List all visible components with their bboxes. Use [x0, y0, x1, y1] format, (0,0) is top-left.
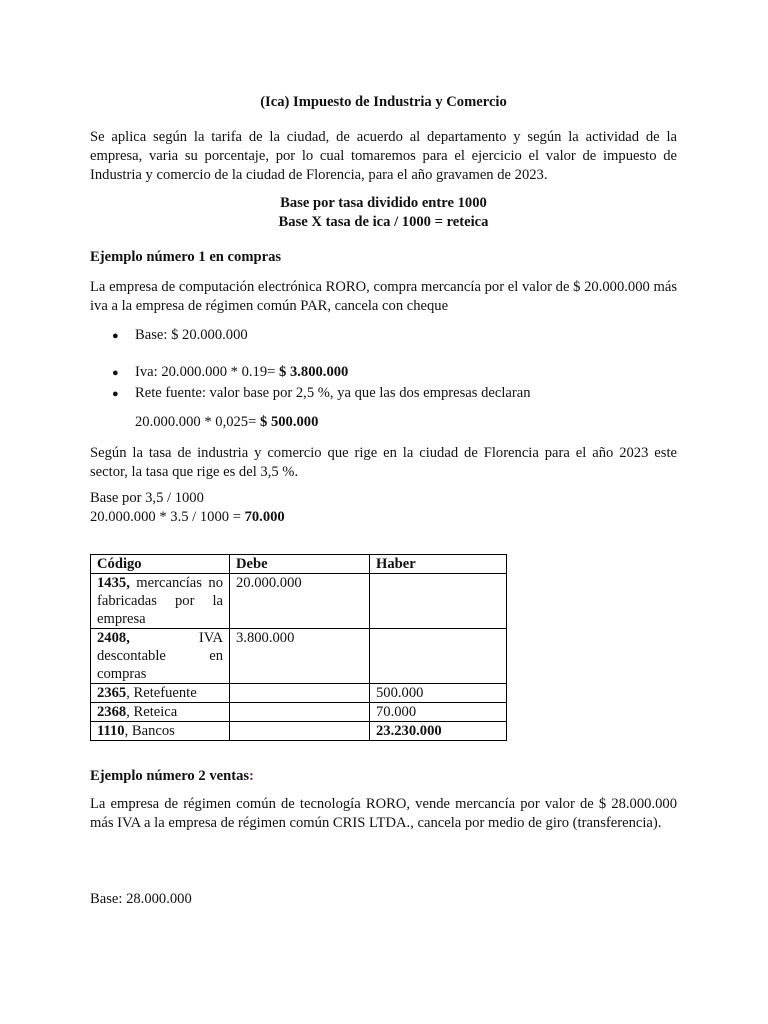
- row-haber-cell: 70.000: [370, 703, 507, 722]
- account-desc: mercancías no fabricadas por la empresa: [97, 575, 223, 627]
- row-haber-cell: [370, 629, 507, 684]
- cell-text: [97, 574, 223, 628]
- row-debe-cell: [230, 684, 370, 703]
- account-code: 2368: [97, 704, 127, 720]
- header-haber: Haber: [370, 555, 507, 574]
- example2-description: La empresa de régimen común de tecnología RORO, vende mercancía por valor de $ 28.000.000 más IVA a la empresa de régimen común CRIS LTDA., cancela por medio de giro (transferencia).: [90, 796, 677, 831]
- bullet-iva-text: Iva: 20.000.000 * 0.19=: [135, 364, 276, 380]
- table-row: [91, 574, 507, 629]
- row-haber-cell: [370, 574, 507, 629]
- table-row: [91, 722, 507, 741]
- bullet-rete-text: Rete fuente: valor base por 2,5 %, ya que las dos empresas declaran: [135, 385, 531, 401]
- ica-calculation: [90, 508, 285, 527]
- formula-line-1: Base por tasa dividido entre 1000: [280, 195, 487, 211]
- base-line: Base por 3,5 / 1000: [90, 490, 204, 506]
- header-debe: Debe: [230, 555, 370, 574]
- table-row: [91, 684, 507, 703]
- example2-heading-colon: :: [249, 768, 254, 784]
- accounting-table: [90, 554, 507, 741]
- account-code: 2408,: [97, 630, 130, 646]
- bullet-base: [112, 326, 248, 346]
- header-codigo: Código: [91, 555, 230, 574]
- example2-heading: [90, 767, 254, 786]
- table-header-row: [91, 555, 507, 574]
- bullet-base-text: Base: $ 20.000.000: [135, 327, 248, 343]
- table-row: [91, 703, 507, 722]
- ica-calc-value: 70.000: [244, 509, 285, 525]
- account-desc: IVA descontable en compras: [97, 630, 223, 682]
- account-code: 2365: [97, 685, 127, 701]
- account-desc: , Reteica: [126, 704, 178, 720]
- rete-calc-value: $ 500.000: [256, 414, 319, 430]
- document-title: (Ica) Impuesto de Industria y Comercio: [260, 94, 507, 110]
- account-code: 1110: [97, 723, 125, 739]
- account-code: 1435,: [97, 575, 130, 591]
- tasa-paragraph: Según la tasa de industria y comercio que rige en la ciudad de Florencia para el año 2023 este sector, la tasa que rige es del 3,5 %.: [90, 445, 677, 480]
- row-code-cell: [91, 703, 230, 722]
- bullet-icon: ●: [112, 367, 119, 379]
- example2-heading-text: Ejemplo número 2 ventas: [90, 768, 250, 784]
- bullet-icon: ●: [112, 388, 119, 400]
- example1-description: La empresa de computación electrónica RORO, compra mercancía por el valor de $ 20.000.000 más iva a la empresa de régimen común PAR, cancela con cheque: [90, 279, 677, 314]
- example2-base: Base: 28.000.000: [90, 891, 192, 907]
- formula-line-2: Base X tasa de ica / 1000 = reteica: [278, 214, 489, 230]
- row-code-cell: [91, 574, 230, 629]
- row-haber-cell: 23.230.000: [370, 722, 507, 741]
- table-row: [91, 629, 507, 684]
- account-desc: , Retefuente: [126, 685, 197, 701]
- intro-paragraph: Se aplica según la tarifa de la ciudad, de acuerdo al departamento y según la actividad de la empresa, varia su porcentaje, por lo cual tomaremos para el ejercicio el valor de impuesto de Industria y comercio de la ciudad de Florencia, para el año gravamen de 2023.: [90, 129, 677, 183]
- example1-heading: Ejemplo número 1 en compras: [90, 249, 282, 265]
- account-desc: , Bancos: [124, 723, 175, 739]
- rete-calculation: [135, 413, 318, 432]
- row-code-cell: [91, 684, 230, 703]
- bullet-iva-value: $ 3.800.000: [275, 364, 349, 380]
- bullet-icon: ●: [112, 330, 119, 342]
- row-debe-cell: [230, 703, 370, 722]
- bullet-rete: [112, 384, 531, 404]
- row-code-cell: [91, 722, 230, 741]
- bullet-iva: [112, 363, 348, 383]
- cell-text: [97, 629, 223, 683]
- row-debe-cell: 20.000.000: [230, 574, 370, 629]
- row-code-cell: [91, 629, 230, 684]
- ica-calc-text: 20.000.000 * 3.5 / 1000 =: [90, 509, 245, 525]
- rete-calc-text: 20.000.000 * 0,025=: [135, 414, 257, 430]
- row-debe-cell: 3.800.000: [230, 629, 370, 684]
- row-haber-cell: 500.000: [370, 684, 507, 703]
- row-debe-cell: [230, 722, 370, 741]
